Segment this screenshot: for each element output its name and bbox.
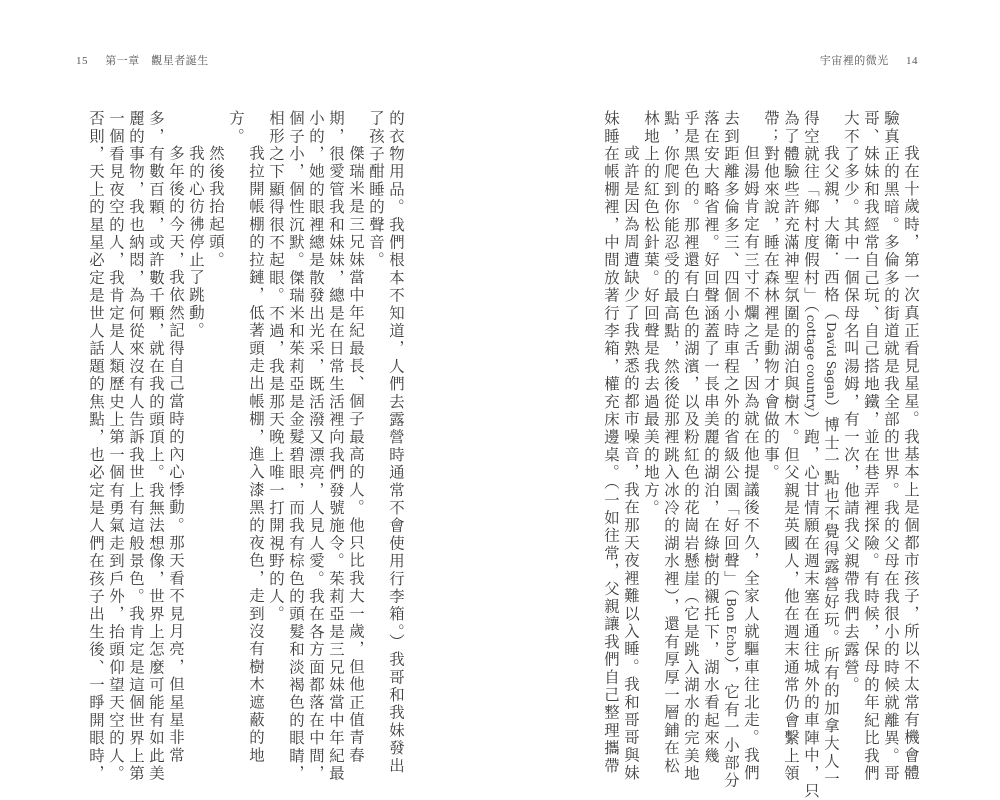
left-running-head xyxy=(76,52,209,68)
text-line: 然後我抬起頭。 xyxy=(207,145,225,269)
text-line: 否則，天上的星星必定是世人話題的焦點，也必定是人們在孩子出生後、一睜開眼時， xyxy=(87,110,105,783)
text-line: 小的，她的眼裡總是散發出光采，既活潑又漂亮，人見人愛。我在各方面都落在中間， xyxy=(307,110,325,783)
text-line: 妹睡在帳棚裡，中間放著行李箱，權充床邊桌。（一如往常，父親讓我們自己整理攜帶 xyxy=(602,110,620,775)
text-line: 多年後的今天，我依然記得自己當時的內心悸動。那天看不見月亮，但星星非常 xyxy=(167,145,185,765)
right-running-head xyxy=(820,52,918,68)
text-line: 麗的事物，我也納悶，為何從來沒有人告訴我世上有這般景色。我肯定是這個世界上第 xyxy=(127,110,145,783)
text-line: 我在十歲時，第一次真正看見星星。我基本上是個都市孩子，所以不太常有機會體 xyxy=(902,145,920,783)
text-line: 落在安大略省裡。好回聲涵蓋了一長串美麗的湖泊，在綠樹的襯托下，湖水看起來幾 xyxy=(702,110,720,765)
text-line: 我拉開帳棚的拉鏈，低著頭走出帳棚，進入漆黑的夜色，走到沒有樹木遮蔽的地 xyxy=(247,145,265,765)
right-book-title: 宇宙裡的微光 xyxy=(819,55,889,67)
text-line: 期，很愛管我和妹妹，總是在日常生活裡向我們發號施令。茱莉亞是三兄妹當中年紀最 xyxy=(327,110,345,783)
text-line: 了孩子酣睡的聲音。 xyxy=(367,110,385,270)
text-line: 我父親，大衛．西格（David Sagan）博士一點也不覺得露營好玩。所有的加拿大人一 xyxy=(822,145,840,789)
text-line: 個子小，個性沉默。傑瑞米和茱莉亞是金髮碧眼，而我有棕色的頭髮和淡褐色的眼睛， xyxy=(287,110,305,783)
text-line: 得空就往「鄉村度假村」（cottage country）跑，心甘情願在週末塞在通往城外的車陣中，只 xyxy=(802,110,820,800)
text-line: 傑瑞米是三兄妹當中年紀最長、個子最高的人。他只比我大一歲，但他正值青春 xyxy=(347,145,365,765)
text-line: 多，有數百顆，或許數千顆，就在我的頭頂上。我無法想像，世界上怎麼可能有如此美 xyxy=(147,110,165,783)
text-line: 為了體驗些許充滿神聖氛圍的湖泊與樹木。但父親是英國人，他在週末通常仍會繫上領 xyxy=(782,110,800,783)
text-line: 哥、妹妹和我經常自己玩、自己搭地鐵，並在巷弄裡探險。有時候，保母的年紀比我們 xyxy=(862,110,880,783)
text-line: 一個看見夜空的人，我肯定是人類歷史上第一個有勇氣走到戶外，抬頭仰望天空的人。 xyxy=(107,110,125,783)
text-line: 帶；對他來說，睡在森林裡是動物才會做的事。 xyxy=(762,110,780,482)
text-line: 乎是黑色的。那裡還有白色的湖濱，以及粉紅色的花崗岩懸崖（它是跳入湖水的完美地 xyxy=(682,110,700,783)
text-line: 或許是因為周遭缺少了我熟悉的都市噪音，我在那天夜裡難以入睡。我和哥哥與妹 xyxy=(622,145,640,783)
text-line: 去到距離多倫多三、四個小時車程之外的省級公園「好回聲」（Bon Echo），它有一小部分 xyxy=(722,110,740,790)
text-line: 方。 xyxy=(227,110,245,146)
text-line: 但湯姆肯定有三寸不爛之舌，因為就在他提議後不久，全家人就驅車往北走。我們 xyxy=(742,145,760,783)
text-line: 相形之下顯得很不起眼。不過，我是那天晚上唯一打開視野的人。 xyxy=(267,110,285,624)
text-line: 大不了多少。其中一個保母名叫湯姆，有一次，他請我父親帶我們去露營。 xyxy=(842,110,860,695)
text-line: 林地上的紅色松針葉。好回聲是我去過最美的地方。 xyxy=(642,110,660,518)
text-line: 的衣物用品。我們根本不知道，人們去露營時通常不會使用行李箱。）我哥和我妹發出 xyxy=(387,110,405,775)
text-line: 點，你爬到你能忍受的最高點，然後從那裡跳入冰冷的湖水裡），還有厚厚一層鋪在松 xyxy=(662,110,680,775)
left-chapter-title: 第一章 觀星者誕生 xyxy=(105,55,209,67)
right-page-number: 14 xyxy=(906,55,918,67)
text-line: 我的心彷彿停止了跳動。 xyxy=(187,145,205,340)
text-line: 驗真正的黑暗。多倫多的街道就是我全部的世界。我的父母在我很小的時候就離異。哥 xyxy=(882,110,900,783)
left-page-number: 15 xyxy=(76,55,88,67)
